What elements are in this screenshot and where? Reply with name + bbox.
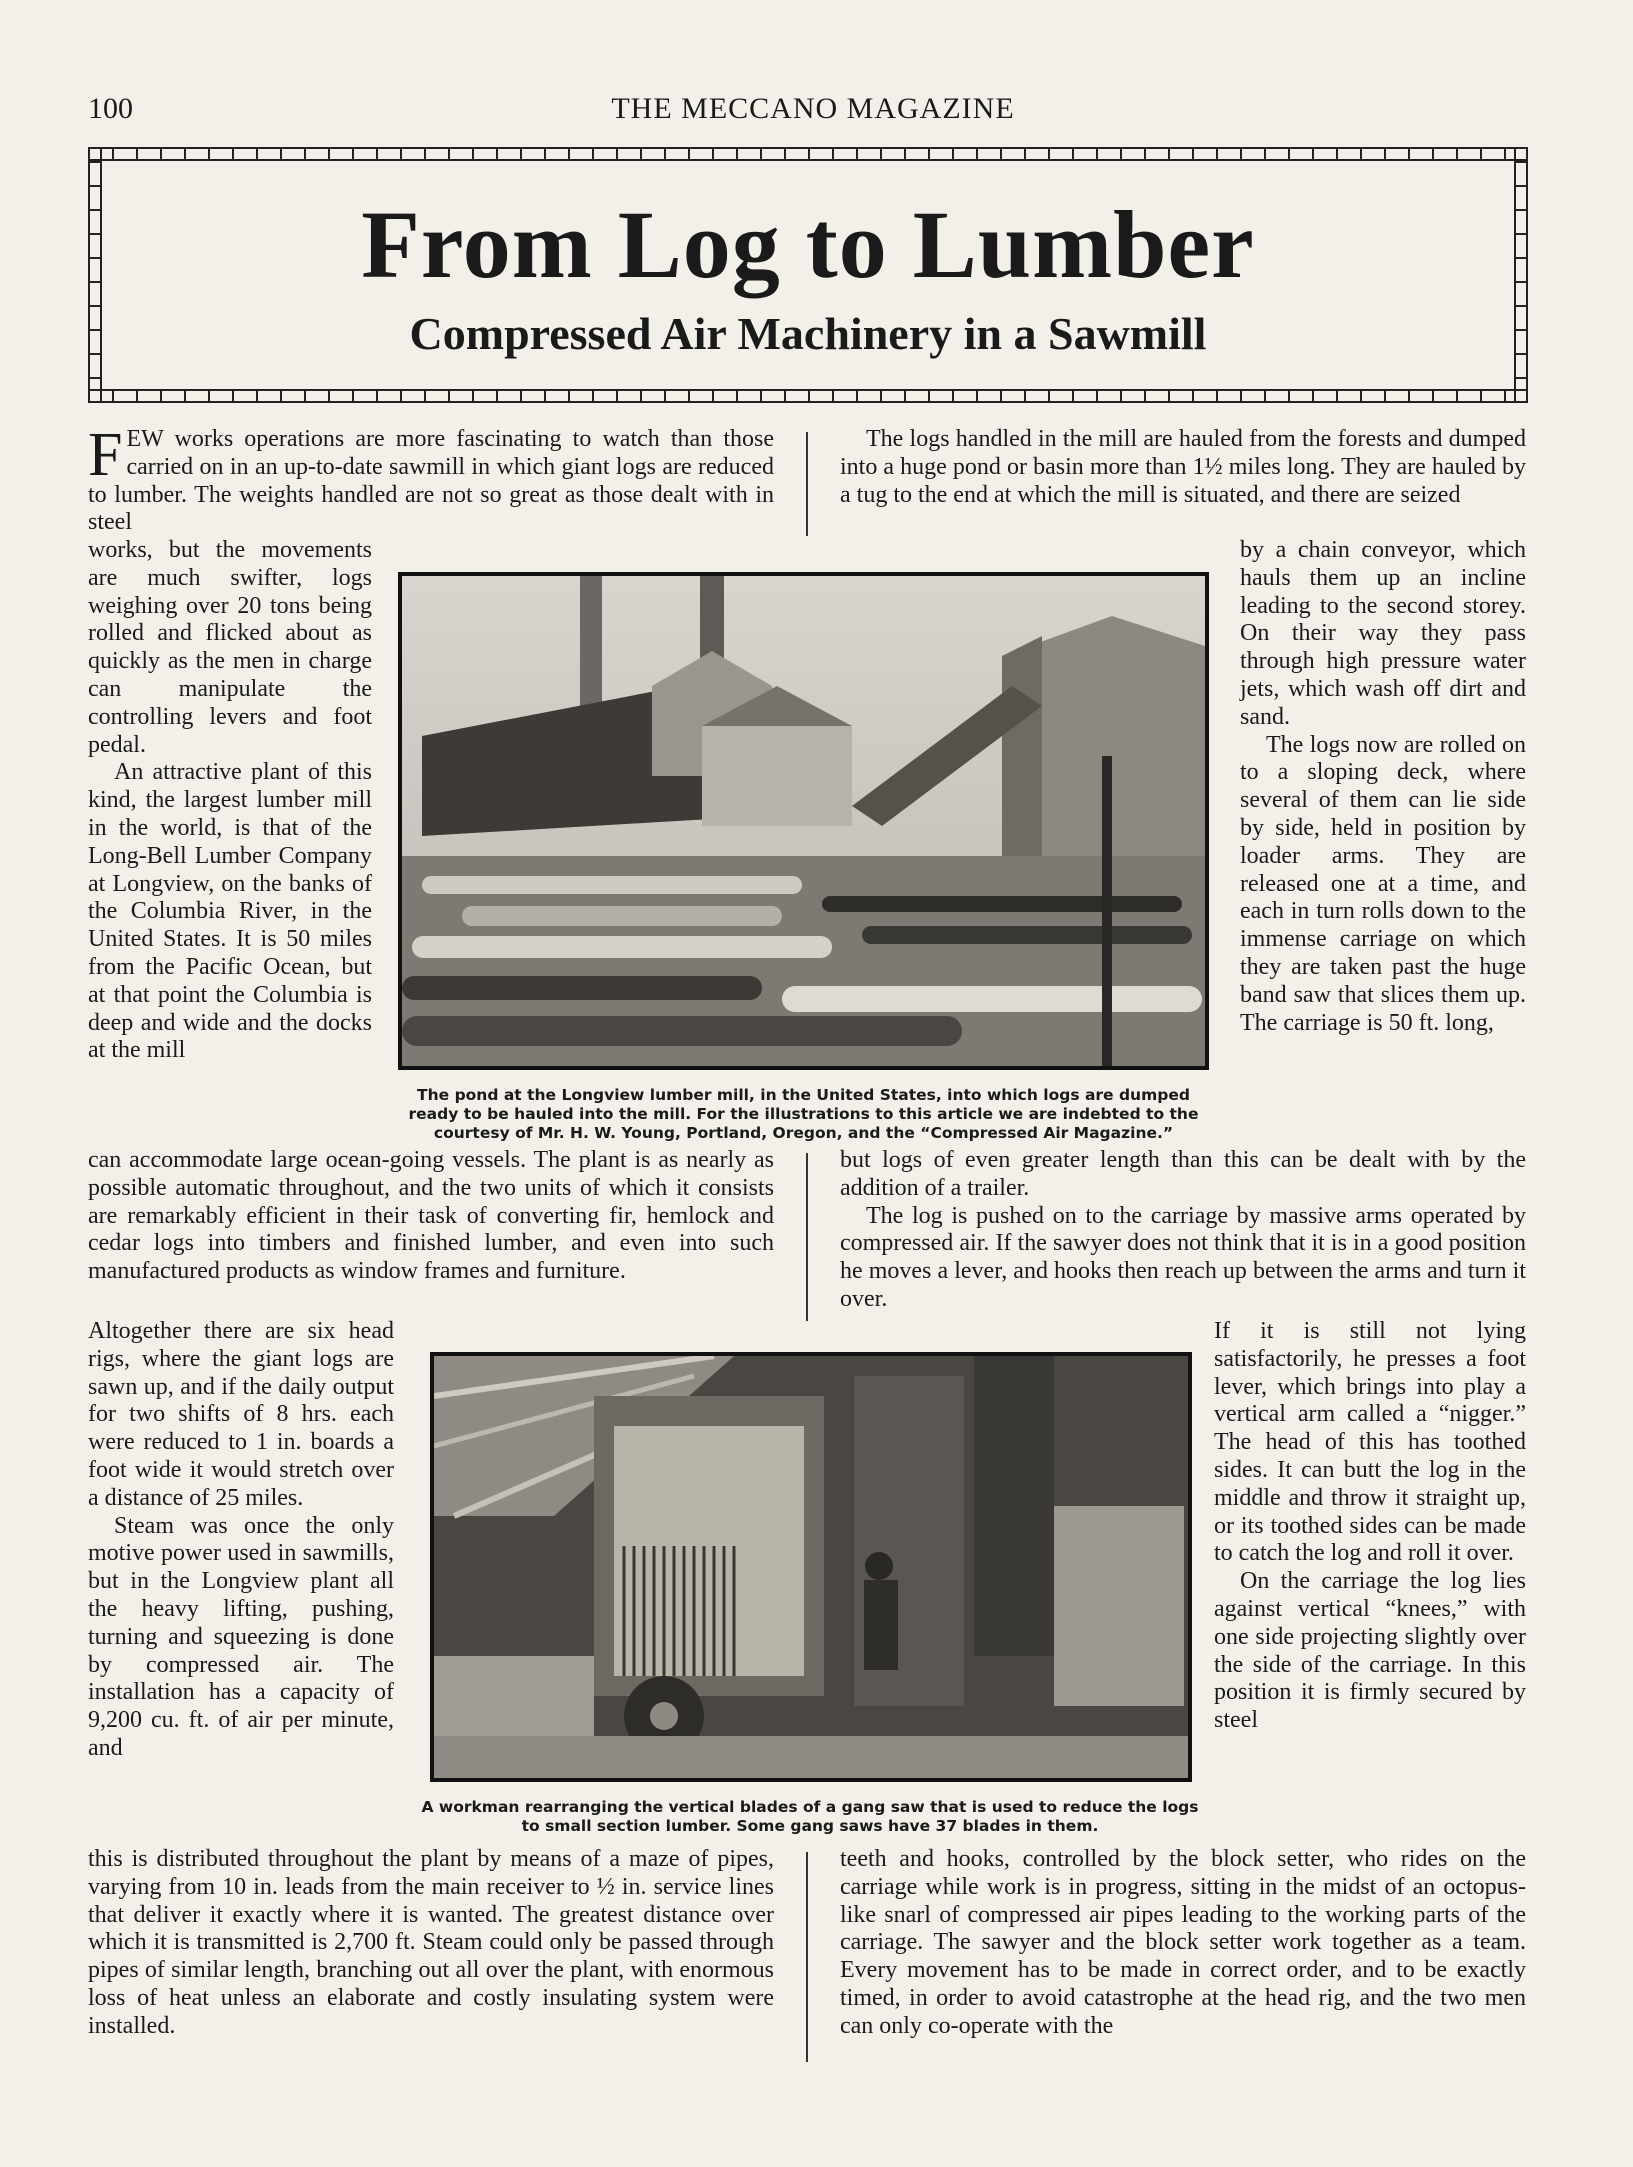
paragraph: EW works operations are more fascinating to watch than those carried on in an up-to-date sawmill in which giant logs are reduced to lumber. The weights handled are not so great as those dealt with in steel [88, 426, 774, 536]
photo-gang-saw [430, 1352, 1192, 1782]
log-pond-illustration [402, 576, 1205, 1066]
decorative-border-bottom [88, 389, 1528, 403]
text-block-bottom-left [88, 1846, 774, 2041]
paragraph: On the carriage the log lies against vertical “knees,” with one side projecting slightly over the side of the carriage. In this position it is firmly secured by steel [1214, 1568, 1526, 1734]
drop-cap: F [88, 421, 123, 489]
paragraph: The logs now are rolled on to a sloping deck, where several of them can lie side by side, held in position by loader arms. They are released one at a time, and each in turn rolls down to the immense carriage on which they are taken past the huge band saw that slices them up. The carriage is 50 ft. long, [1240, 731, 1526, 1036]
paragraph: works, but the movements are much swifter, logs weighing over 20 tons being rolled and flicked about as quickly as the men in charge can manipulate the controlling levers and foot pedal. [88, 537, 372, 758]
page-number: 100 [88, 92, 133, 125]
paragraph: The logs handled in the mill are hauled from the forests and dumped into a huge pond or basin more than 1½ miles long. They are hauled by a tug to the end at which the mill is situated, and there are seized [840, 426, 1526, 508]
paragraph: An attractive plant of this kind, the largest lumber mill in the world, is that of the Long-Bell Lumber Company at Longview, on the banks of the Columbia River, in the United States. It is 50 miles from the Pacific Ocean, but at that point the Columbia is deep and wide and the docks at the mill [88, 759, 372, 1064]
column-rule [806, 432, 808, 536]
figure-caption-2: A workman rearranging the vertical blades of a gang saw that is used to reduce the logs to small section lumber. Some gang saws have 37 blades in them. [421, 1798, 1199, 1835]
paragraph: If it is still not lying satisfactorily, he presses a foot lever, which brings into play a vertical arm called a “nigger.” The head of this has toothed sides. It can butt the log in the middle and throw it straight up, or its toothed sides can be made to catch the log and roll it over. [1214, 1318, 1526, 1567]
text-block-bottom-right [840, 1846, 1526, 2041]
figure-caption-1: The pond at the Longview lumber mill, in the United States, into which logs are dumped ready to be hauled into the mill. For the illustrations to this article we are indebted to the courtesy of Mr. H. W. Young, Portland, Oregon, and the “Compressed Air Magazine.” [408, 1086, 1199, 1142]
text-block-left-narrow-1 [88, 537, 372, 1065]
photo-log-pond [398, 572, 1209, 1070]
text-block-middle-right [840, 1147, 1526, 1314]
text-block-top-left [88, 421, 774, 537]
text-block-left-narrow-2 [88, 1318, 394, 1763]
paragraph: Altogether there are six head rigs, where the giant logs are sawn up, and if the daily output for two shifts of 8 hrs. each were reduced to 1 in. boards a foot wide it would stretch over a distance of 25 miles. [88, 1318, 394, 1511]
text-block-right-narrow-2 [1214, 1318, 1526, 1735]
column-rule [806, 1852, 808, 2062]
column-rule [806, 1153, 808, 1321]
paragraph: can accommodate large ocean-going vessels. The plant is as nearly as possible automatic throughout, and the two units of which it consists are remarkably efficient in their task of converting fir, hemlock and cedar logs into timbers and finished lumber, and even into such manufactured products as window frames and furniture. [88, 1147, 774, 1285]
page-header [88, 92, 1538, 132]
gang-saw-illustration [434, 1356, 1188, 1778]
paragraph: Steam was once the only motive power used in sawmills, but in the Longview plant all the heavy lifting, pushing, turning and squeezing is done by compressed air. The installation has a capacity of 9,200 cu. ft. of air per minute, and [88, 1512, 394, 1761]
title-frame [88, 147, 1528, 403]
text-block-right-narrow-1 [1240, 537, 1526, 1037]
paragraph: teeth and hooks, controlled by the block setter, who rides on the carriage while work is in progress, sitting in the midst of an octopus-like snarl of compressed air pipes leading to the working parts of the carriage. The sawyer and the block setter work together as a team. Every movement has to be made in correct order, and to be exactly timed, in order to avoid catastrophe at the head rig, and the two men can only co-operate with the [840, 1846, 1526, 2039]
magazine-title: THE MECCANO MAGAZINE [611, 92, 1015, 125]
paragraph: but logs of even greater length than this can be dealt with by the addition of a trailer. [840, 1147, 1526, 1201]
paragraph: by a chain conveyor, which hauls them up an incline leading to the second storey. On their way they pass through high pressure water jets, which wash off dirt and sand. [1240, 537, 1526, 730]
paragraph: this is distributed throughout the plant by means of a maze of pipes, varying from 10 in. leads from the main receiver to ½ in. service lines that deliver it exactly where it is wanted. The greatest distance over which it is transmitted is 2,700 ft. Steam could only be passed through pipes of similar length, branching out all over the plant, with enormous loss of heat unless an elaborate and costly insulating system were installed. [88, 1846, 774, 2039]
paragraph: The log is pushed on to the carriage by massive arms operated by compressed air. If the sawyer does not think that it is in a good position he moves a lever, and hooks then reach up between the arms and turn it over. [840, 1202, 1526, 1312]
article-subtitle: Compressed Air Machinery in a Sawmill [409, 308, 1207, 359]
text-block-middle-left [88, 1147, 774, 1286]
article-title: From Log to Lumber [361, 191, 1255, 298]
text-block-top-right [840, 426, 1526, 509]
decorative-border-top [88, 147, 1528, 161]
